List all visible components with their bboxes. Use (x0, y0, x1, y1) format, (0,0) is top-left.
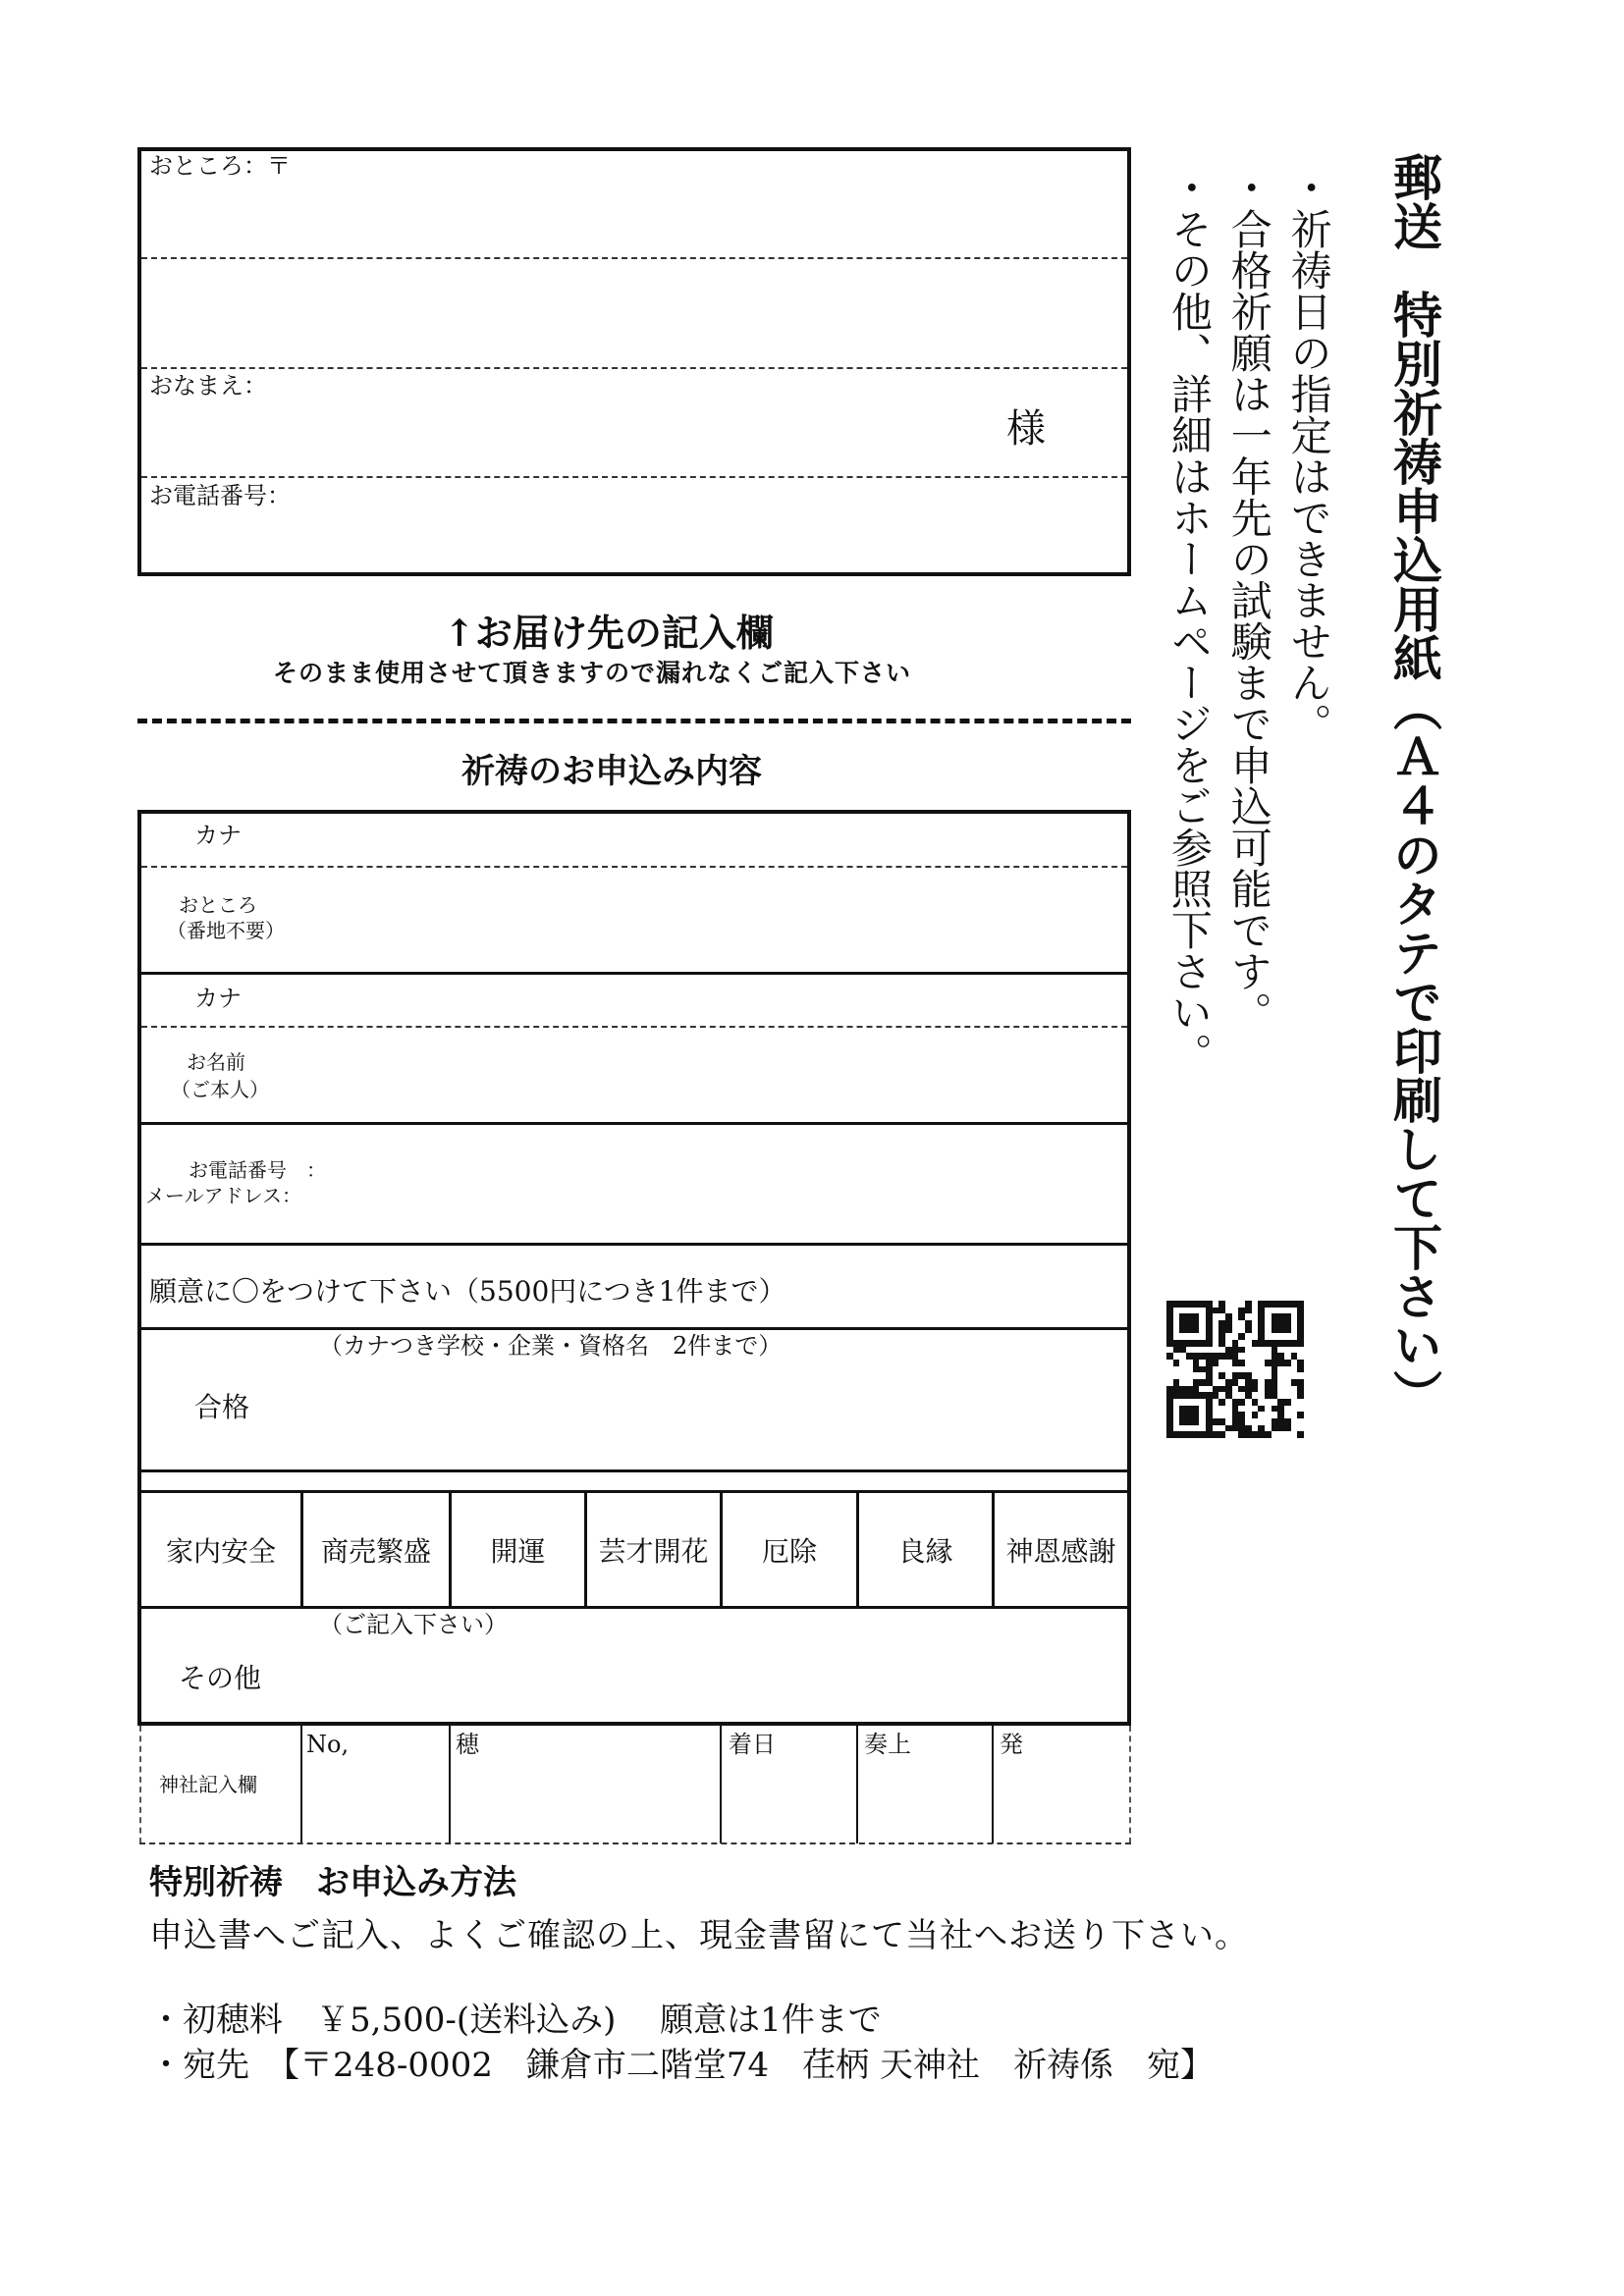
shrine-col-ho: 穂 (456, 1731, 479, 1758)
app-name-label: お名前 (187, 1050, 245, 1074)
kana-label-2: カナ (194, 985, 242, 1012)
wish-ryoen[interactable]: 良縁 (897, 1534, 953, 1568)
cut-line (137, 719, 1131, 723)
delivery-address-label: おところ：〒 (149, 152, 291, 180)
wish-kanai-anzen[interactable]: 家内安全 (165, 1534, 276, 1568)
note-2: ・合格祈願は一年先の試験まで申込可能です。 (1224, 167, 1273, 1033)
note-3: ・その他、詳細はホームページをご参照下さい。 (1164, 167, 1214, 1074)
app-name-note: （ご本人） (171, 1078, 269, 1101)
wish-geisai-kaika[interactable]: 芸才開花 (598, 1534, 709, 1568)
wish-yakuyoke[interactable]: 厄除 (761, 1534, 817, 1568)
application-heading: 祈祷のお申込み内容 (461, 752, 762, 791)
wish-shinon-kansha[interactable]: 神恩感謝 (1005, 1534, 1116, 1568)
honorific: 様 (1006, 406, 1046, 452)
qr-code-icon (1166, 1301, 1304, 1438)
other-note: （ご記入下さい） (319, 1611, 508, 1638)
notes (1159, 167, 1338, 1074)
shrine-col-no: No, (306, 1731, 350, 1758)
shrine-col-chakubi: 着日 (729, 1731, 776, 1758)
method-heading: 特別祈祷 お申込み方法 (149, 1863, 516, 1902)
shrine-label: 神社記入欄 (159, 1773, 257, 1796)
app-phone-label: お電話番号 ： (189, 1158, 326, 1182)
wish-shobai-hanjo[interactable]: 商売繁盛 (320, 1534, 431, 1568)
form-title (1382, 152, 1446, 1418)
shrine-col-hatsu: 発 (1000, 1731, 1023, 1758)
wish-kaiun[interactable]: 開運 (490, 1534, 546, 1568)
app-address-label: おところ (179, 893, 257, 917)
wish-instruction: 願意に〇をつけて下さい（5500円につき1件まで） (149, 1275, 786, 1308)
app-address-note: （番地不要） (167, 919, 285, 942)
gokaku-label: 合格 (194, 1391, 250, 1423)
method-fee: ・初穂料 ￥5,500-(送料込み) 願意は1件まで (149, 2001, 882, 2040)
delivery-box (137, 147, 1131, 576)
title-line1: 郵送 (1385, 152, 1443, 250)
note-1: ・祈祷日の指定はできません。 (1284, 167, 1333, 744)
title-line2: 特別祈祷申込用紙（Ａ４のタテで印刷して下さい） (1385, 290, 1443, 1418)
delivery-caption: ↑お届け先の記入欄 (444, 611, 774, 655)
delivery-phone-label: お電話番号： (149, 482, 291, 509)
delivery-name-label: おなまえ： (149, 372, 267, 400)
kana-label-1: カナ (194, 822, 242, 849)
gokaku-note: （カナつき学校・企業・資格名 2件まで） (319, 1332, 783, 1360)
delivery-subcaption: そのまま使用させて頂きますので漏れなくご記入下さい (273, 659, 912, 687)
other-label: その他 (179, 1662, 262, 1694)
app-email-label: メールアドレス： (145, 1184, 301, 1207)
method-line1: 申込書へご記入、よくご確認の上、現金書留にて当社へお送り下さい。 (149, 1916, 1249, 1955)
method-address: ・宛先 【〒248-0002 鎌倉市二階堂74 荏柄 天神社 祈祷係 宛】 (149, 2046, 1214, 2085)
shrine-col-sojo: 奏上 (864, 1731, 911, 1758)
